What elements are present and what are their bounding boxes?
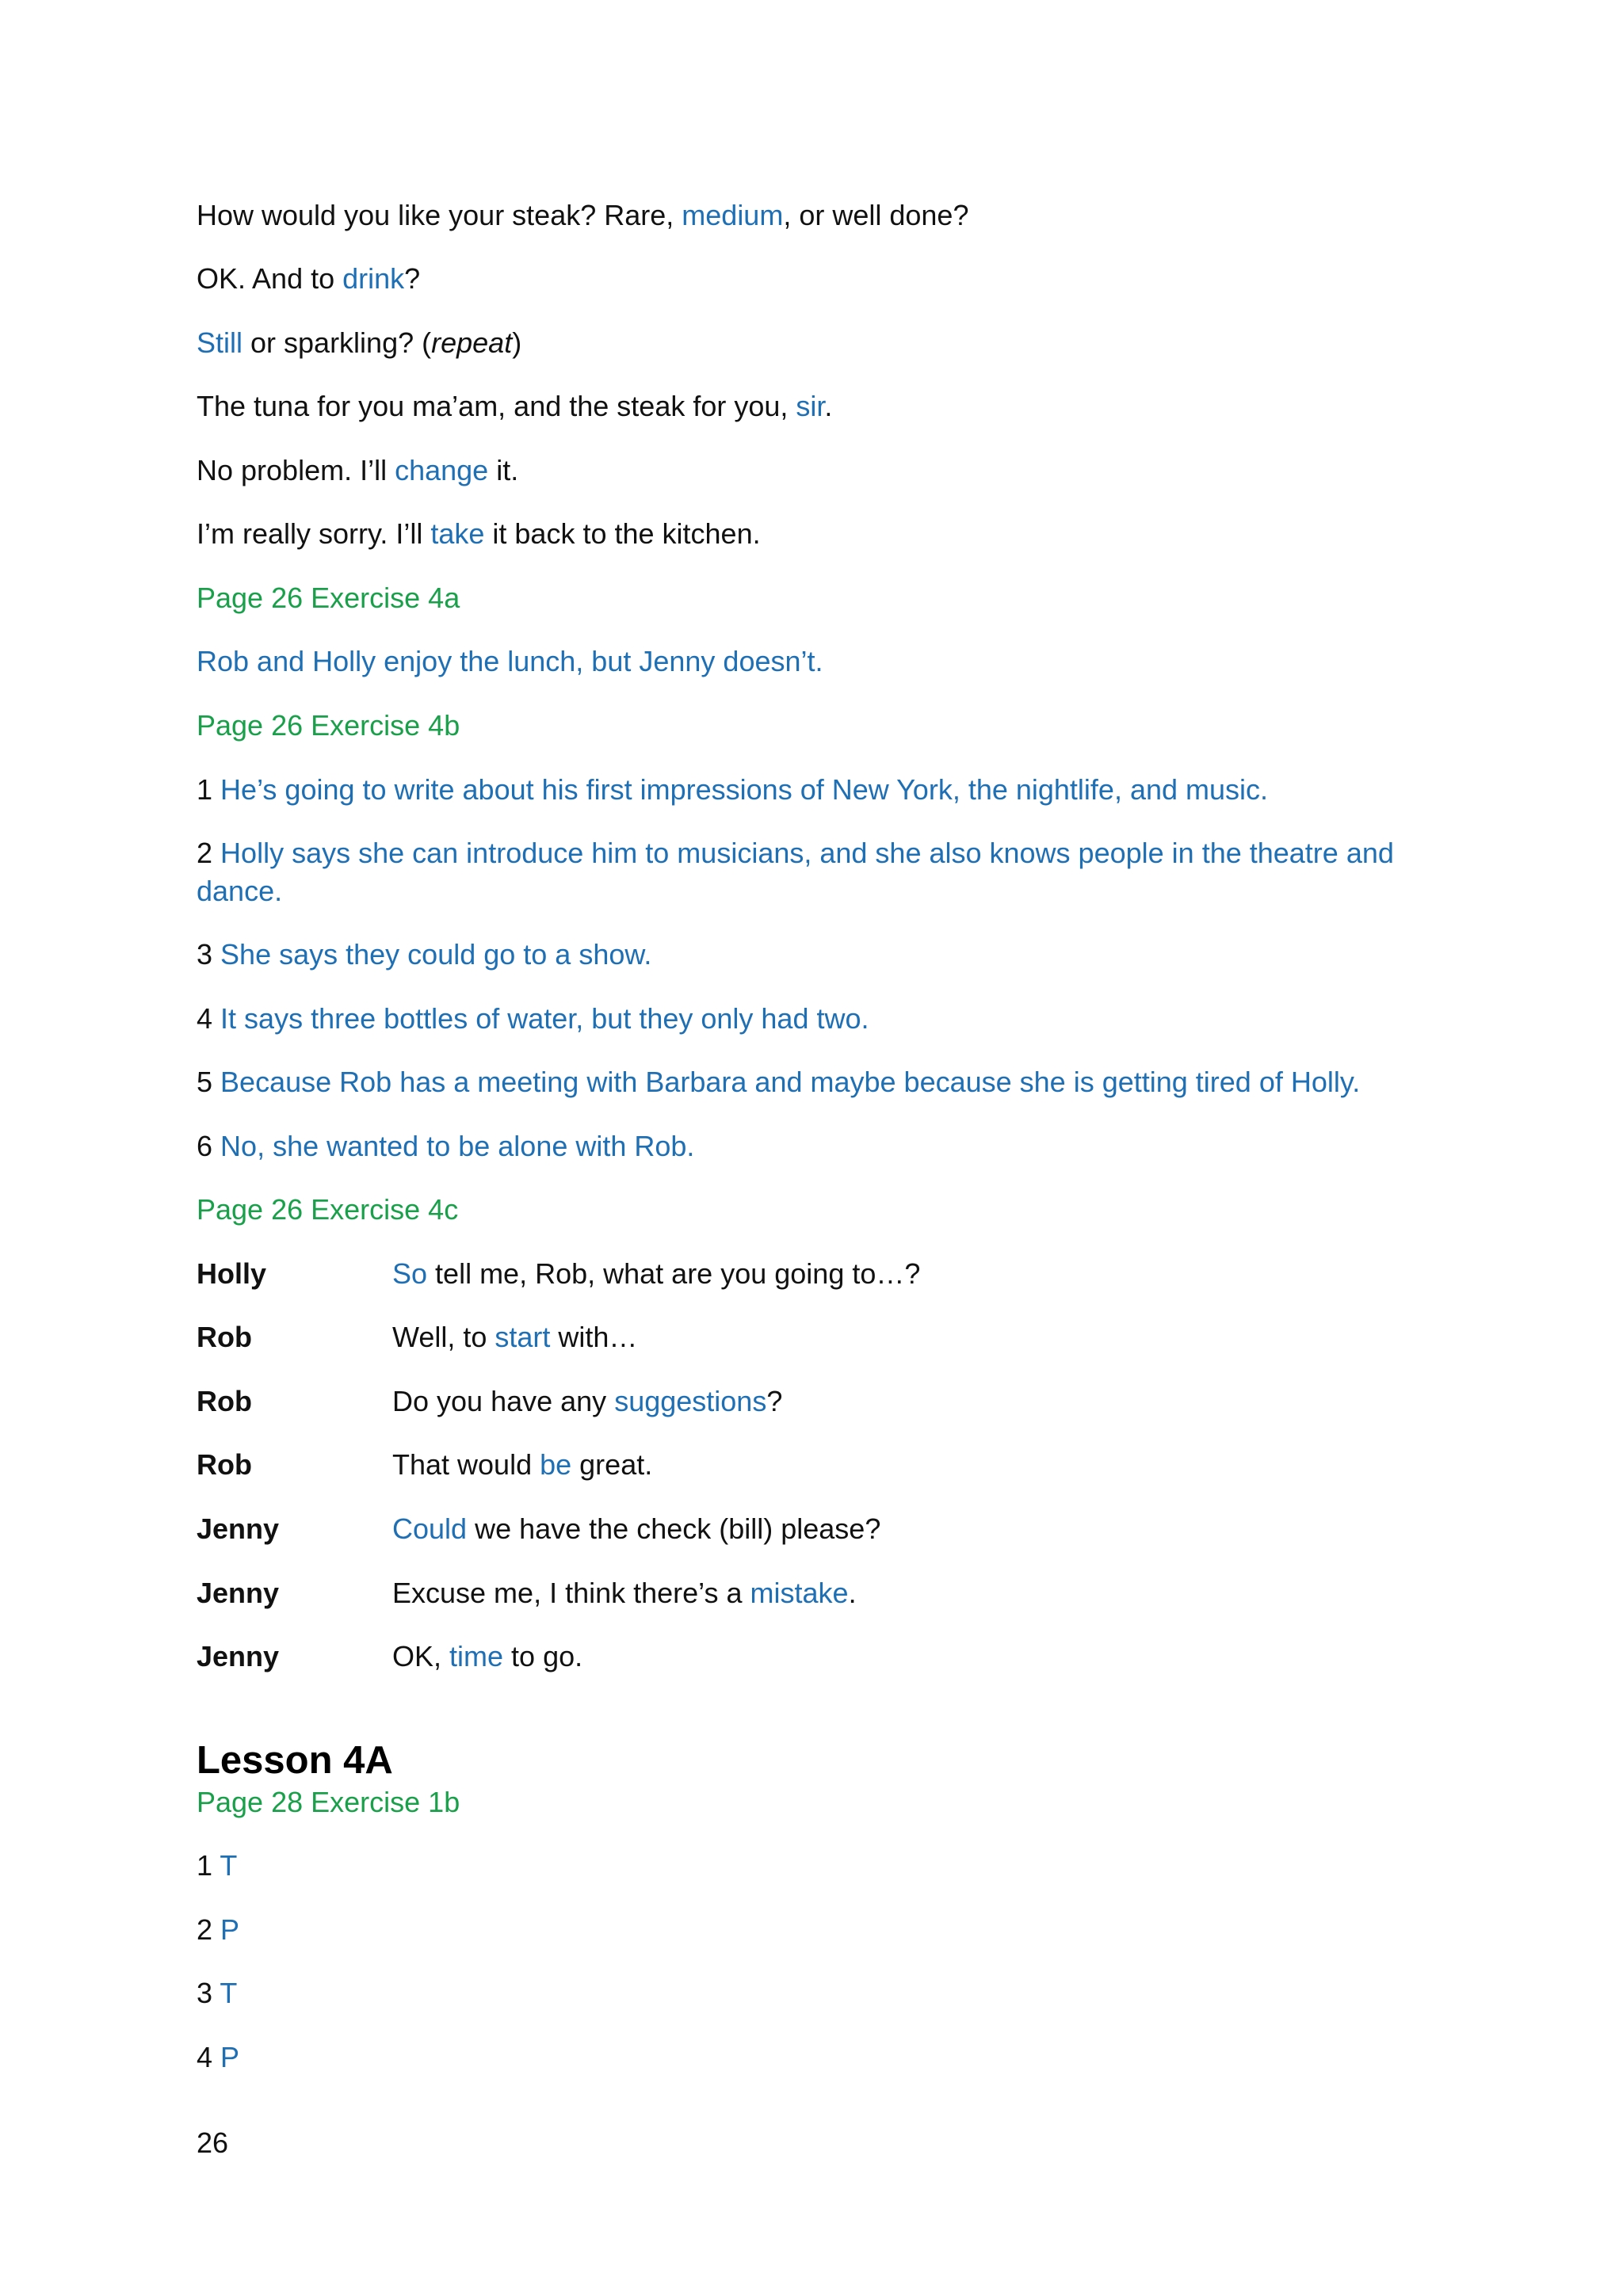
dialogue-text: OK. And to <box>197 262 343 295</box>
dialogue-text: it. <box>488 454 519 486</box>
answer-text: T <box>220 1977 238 2009</box>
dialogue-text: I’m really sorry. I’ll <box>197 517 431 550</box>
dialogue-text: with… <box>550 1321 638 1353</box>
exercise-answer: Rob and Holly enjoy the lunch, but Jenny doesn’t. <box>197 645 823 677</box>
dialogue-text: , or well done? <box>783 199 969 231</box>
dialogue-text: . <box>824 390 833 422</box>
answer-word: medium <box>682 199 784 231</box>
item-number: 3 <box>197 938 213 971</box>
speaker-name: Rob <box>197 1385 252 1417</box>
page-number: 26 <box>197 2126 229 2159</box>
dialogue-line <box>197 387 832 425</box>
answer-word: sir <box>796 390 825 422</box>
item-number: 3 <box>197 1977 213 2009</box>
dialogue-text: OK, <box>392 1640 450 1672</box>
speaker-line <box>392 1383 782 1421</box>
dialogue-text: it back to the kitchen. <box>484 517 761 550</box>
answer-word: drink <box>342 262 405 295</box>
numbered-answer <box>197 1911 239 1949</box>
answer-text: P <box>220 1913 240 1946</box>
dialogue-text: The tuna for you ma’am, and the steak for you, <box>197 390 796 422</box>
answer-word: change <box>395 454 489 486</box>
answer-word: Could <box>392 1512 468 1545</box>
exercise-heading: Page 26 Exercise 4a <box>197 582 460 614</box>
dialogue-line <box>197 260 420 298</box>
answer-word: start <box>495 1321 551 1353</box>
speaker-name: Rob <box>197 1321 252 1353</box>
item-number: 5 <box>197 1066 213 1098</box>
item-number: 4 <box>197 2041 213 2073</box>
numbered-answer <box>197 2039 239 2077</box>
answer-text: Holly says she can introduce him to musicians, and she also knows people in the theatre and dance. <box>197 837 1394 907</box>
dialogue-text: Well, to <box>392 1321 495 1353</box>
numbered-answer <box>197 1127 694 1165</box>
dialogue-text: we have the check (bill) please? <box>467 1512 881 1545</box>
answer-word: Still <box>197 326 243 359</box>
answer-text: He’s going to write about his first impressions of New York, the nightlife, and music. <box>220 773 1269 806</box>
speaker-line <box>392 1638 582 1676</box>
dialogue-text: ? <box>766 1385 783 1417</box>
dialogue-text: Excuse me, I think there’s a <box>392 1577 750 1609</box>
answer-word: So <box>392 1257 428 1290</box>
speaker-line <box>392 1255 920 1293</box>
answer-text: She says they could go to a show. <box>220 938 652 971</box>
answer-text: T <box>220 1849 238 1882</box>
dialogue-text: How would you like your steak? Rare, <box>197 199 682 231</box>
numbered-answer <box>197 1000 869 1038</box>
dialogue-line <box>197 515 761 553</box>
dialogue-text: to go. <box>503 1640 583 1672</box>
speaker-name: Jenny <box>197 1512 280 1545</box>
answer-text: No, she wanted to be alone with Rob. <box>220 1130 695 1162</box>
answer-text: Because Rob has a meeting with Barbara and maybe because she is getting tired of Holly. <box>220 1066 1361 1098</box>
item-number: 6 <box>197 1130 213 1162</box>
item-number: 4 <box>197 1002 213 1035</box>
numbered-answer <box>197 771 1268 809</box>
answer-word: be <box>540 1448 572 1481</box>
exercise-heading: Page 28 Exercise 1b <box>197 1786 460 1818</box>
item-number: 2 <box>197 837 213 869</box>
dialogue-text: great. <box>571 1448 653 1481</box>
exercise-heading: Page 26 Exercise 4c <box>197 1193 459 1226</box>
answer-word: time <box>449 1640 504 1672</box>
lesson-title: Lesson 4A <box>197 1739 393 1782</box>
dialogue-text: ) <box>512 326 522 359</box>
dialogue-text: or sparkling? ( <box>242 326 432 359</box>
speaker-line <box>392 1510 880 1548</box>
answer-word: suggestions <box>614 1385 767 1417</box>
numbered-answer <box>197 1063 1360 1101</box>
item-number: 1 <box>197 773 213 806</box>
exercise-heading: Page 26 Exercise 4b <box>197 709 460 742</box>
dialogue-line <box>197 196 968 235</box>
answer-text: P <box>220 2041 240 2073</box>
numbered-answer <box>197 936 651 974</box>
numbered-answer <box>197 1974 237 2012</box>
item-number: 1 <box>197 1849 213 1882</box>
speaker-line <box>392 1574 857 1612</box>
dialogue-text: No problem. I’ll <box>197 454 395 486</box>
dialogue-line <box>197 324 521 362</box>
answer-word: mistake <box>750 1577 849 1609</box>
speaker-name: Jenny <box>197 1577 280 1609</box>
speaker-name: Jenny <box>197 1640 280 1672</box>
numbered-answer <box>197 1847 237 1885</box>
dialogue-text: That would <box>392 1448 540 1481</box>
speaker-name: Holly <box>197 1257 267 1290</box>
answer-word: take <box>430 517 485 550</box>
item-number: 2 <box>197 1913 213 1946</box>
dialogue-text: Do you have any <box>392 1385 615 1417</box>
dialogue-text: tell me, Rob, what are you going to…? <box>427 1257 921 1290</box>
answer-text: It says three bottles of water, but they only had two. <box>220 1002 869 1035</box>
speaker-name: Rob <box>197 1448 252 1481</box>
dialogue-text: . <box>848 1577 857 1609</box>
speaker-line <box>392 1446 652 1484</box>
stage-direction: repeat <box>431 326 513 359</box>
dialogue-line <box>197 452 518 490</box>
dialogue-text: ? <box>404 262 421 295</box>
numbered-answer <box>197 834 1433 910</box>
speaker-line <box>392 1318 637 1356</box>
